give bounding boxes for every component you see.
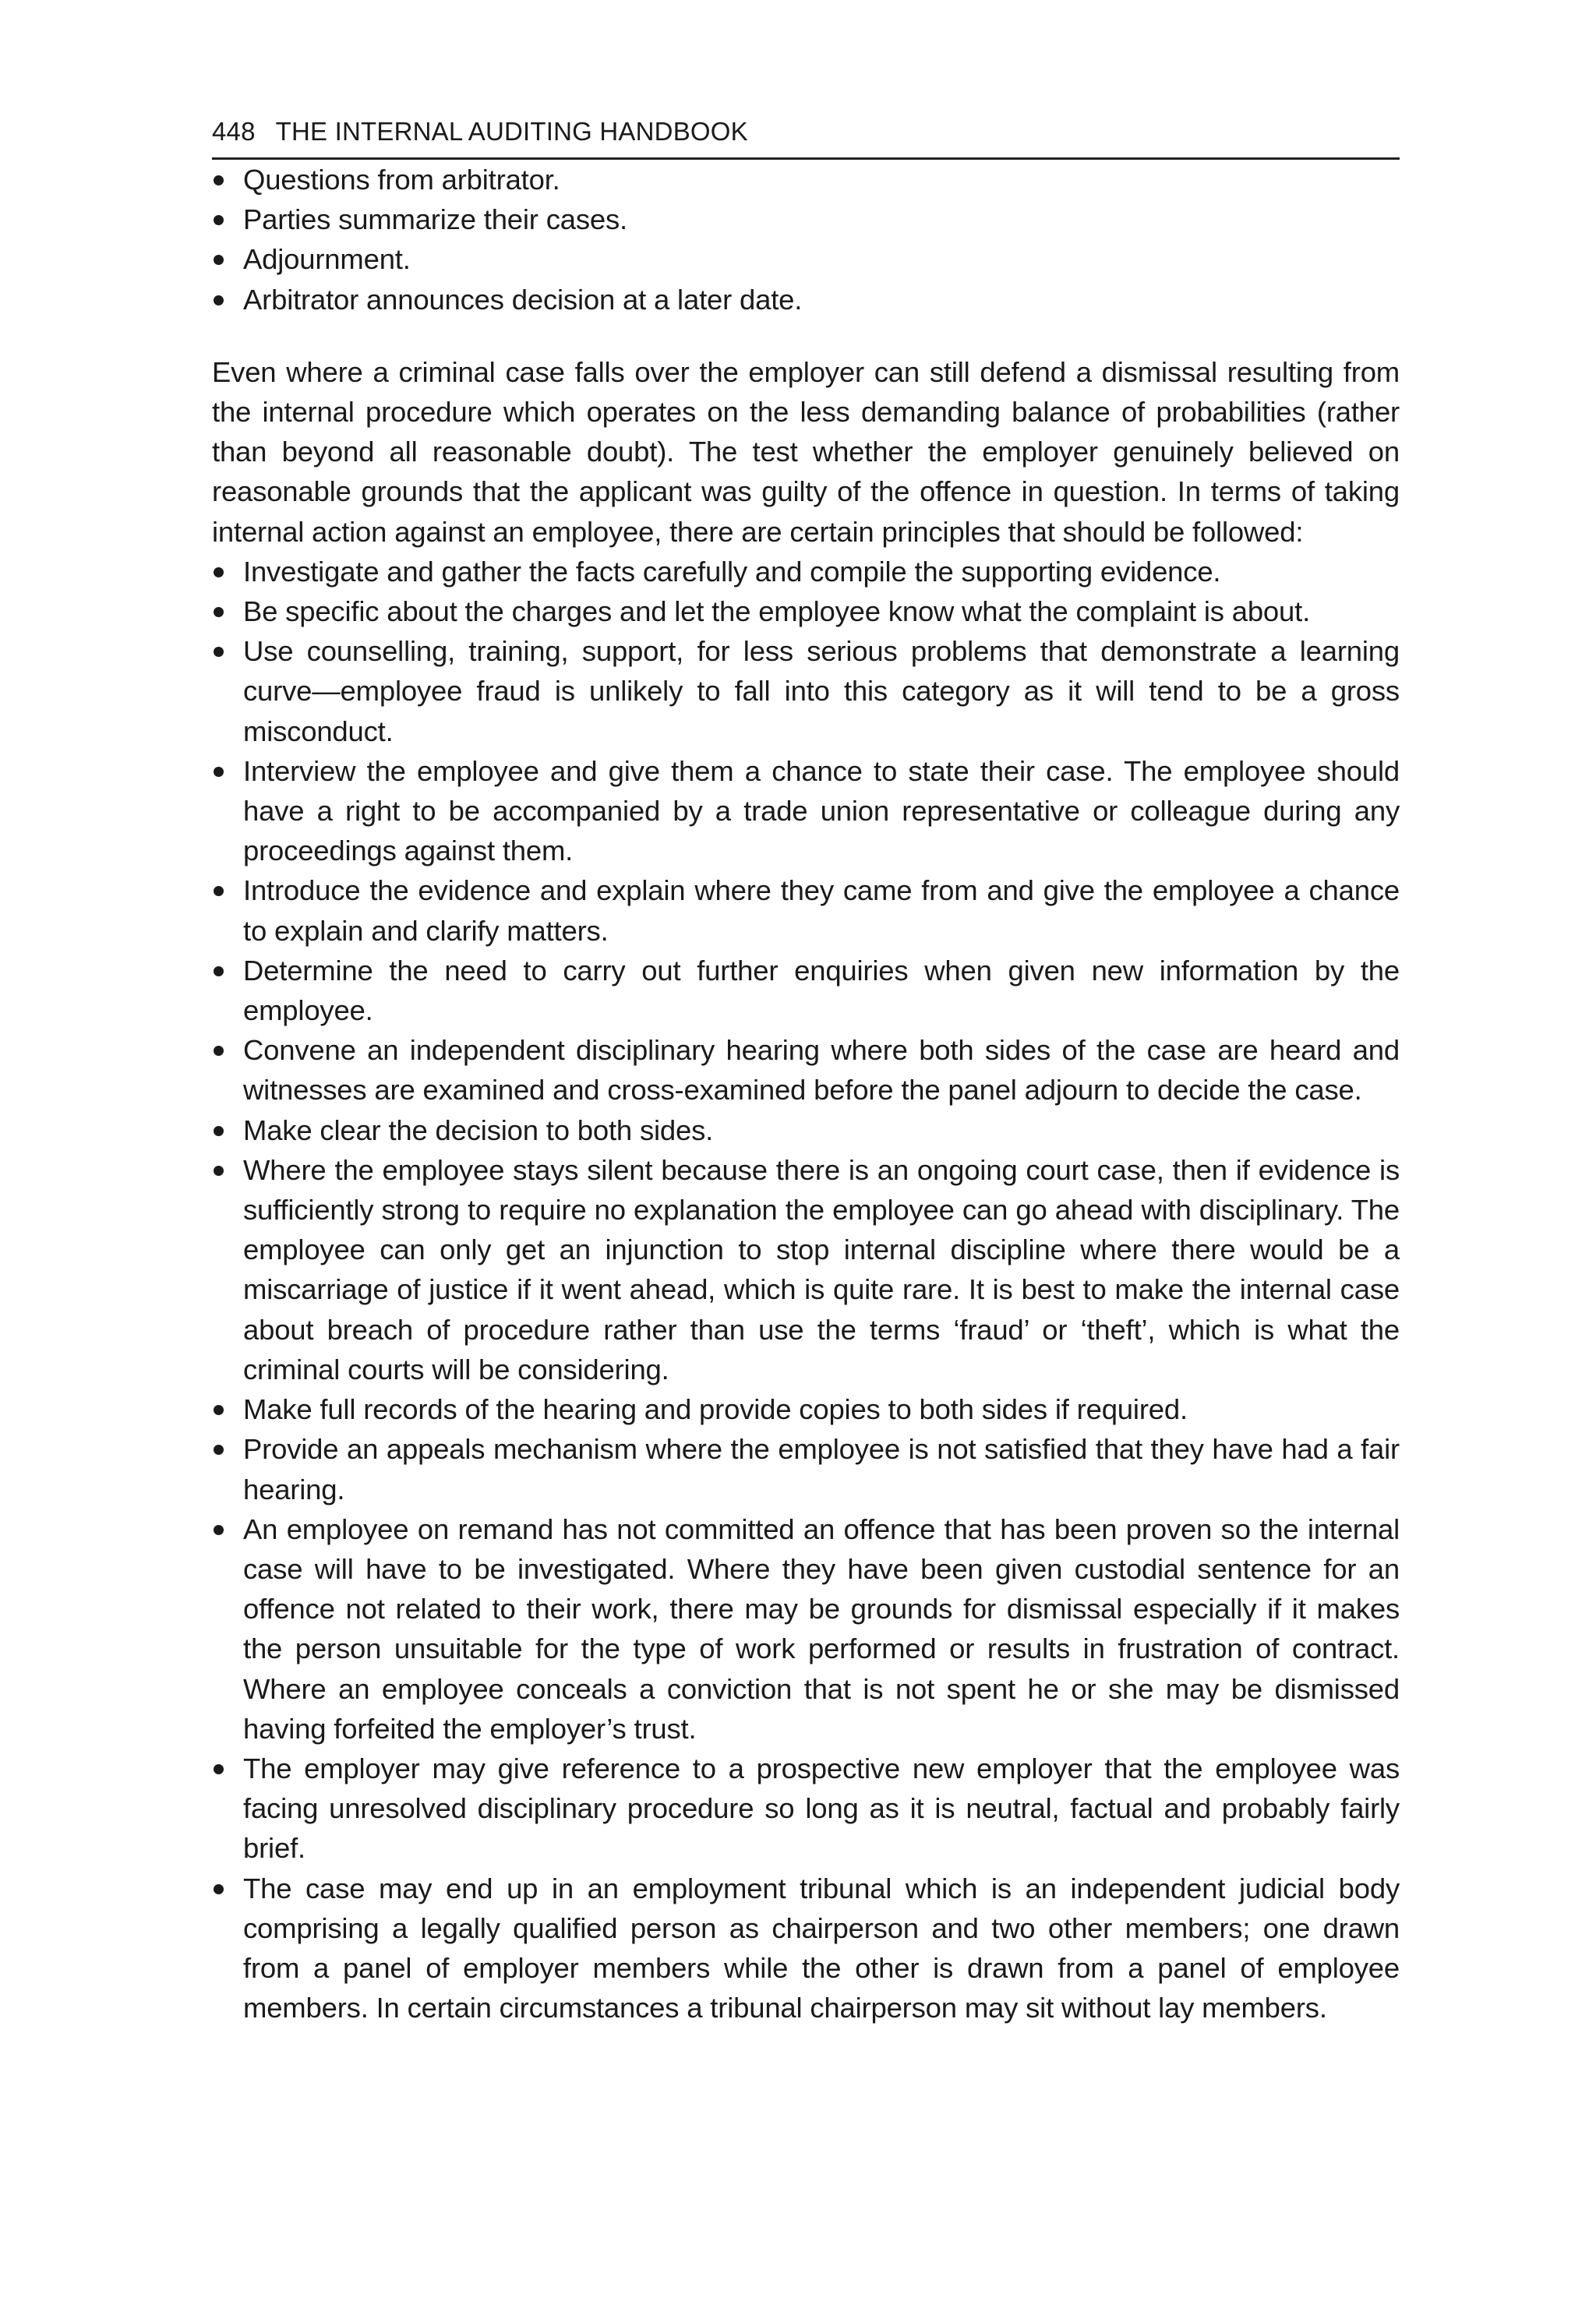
list-item: Make full records of the hearing and provide copies to both sides if required. (212, 1389, 1400, 1429)
principles-list (212, 552, 1400, 2028)
page-number: 448 (212, 117, 256, 146)
hearing-steps-list (212, 160, 1400, 319)
list-item: Investigate and gather the facts carefully and compile the supporting evidence. (212, 552, 1400, 591)
bullet-icon (214, 175, 224, 185)
list-item: Adjournment. (212, 239, 1400, 279)
bullet-icon (214, 607, 224, 617)
bullet-icon (214, 567, 224, 577)
list-item: Parties summarize their cases. (212, 199, 1400, 239)
list-item: Make clear the decision to both sides. (212, 1110, 1400, 1150)
list-item: Arbitrator announces decision at a later date. (212, 280, 1400, 319)
bullet-icon (214, 1764, 224, 1774)
bullet-icon (214, 255, 224, 265)
list-item: Provide an appeals mechanism where the employee is not satisfied that they have had a fair hearing. (212, 1429, 1400, 1509)
bullet-icon (214, 767, 224, 777)
list-item: Interview the employee and give them a chance to state their case. The employee should have a right to be accompanied by a trade union representative or colleague during any proceedings against them. (212, 751, 1400, 871)
list-item: Be specific about the charges and let the employee know what the complaint is about. (212, 591, 1400, 631)
list-item: An employee on remand has not committed an offence that has been proven so the internal case will have to be investigated. Where they have been given custodial sentence for an offence not related to their work, there may be grounds for dismissal especially if it makes the person unsuitable for the type of work performed or results in frustration of contract. Where an employee conceals a conviction that is not spent he or she may be dismissed having forfeited the employer’s trust. (212, 1509, 1400, 1749)
list-item: Questions from arbitrator. (212, 160, 1400, 199)
bullet-icon (214, 1166, 224, 1176)
bullet-icon (214, 1445, 224, 1455)
list-item: The case may end up in an employment tribunal which is an independent judicial body comprising a legally qualified person as chairperson and two other members; one drawn from a panel of employer members while the other is drawn from a panel of employee members. In certain circumstances a tribunal chairperson may sit without lay members. (212, 1869, 1400, 2028)
bullet-icon (214, 1525, 224, 1535)
bullet-icon (214, 1405, 224, 1415)
bullet-icon (214, 1046, 224, 1056)
bullet-icon (214, 215, 224, 225)
page-body (212, 117, 1400, 2028)
list-item: Use counselling, training, support, for less serious problems that demonstrate a learning curve—employee fraud is unlikely to fall into this category as it will tend to be a gross misconduct. (212, 631, 1400, 751)
list-item: The employer may give reference to a prospective new employer that the employee was facing unresolved disciplinary procedure so long as it is neutral, factual and probably fairly brief. (212, 1749, 1400, 1869)
bullet-icon (214, 1884, 224, 1894)
list-item: Convene an independent disciplinary hearing where both sides of the case are heard and witnesses are examined and cross-examined before the panel adjourn to decide the case. (212, 1030, 1400, 1110)
book-title: THE INTERNAL AUDITING HANDBOOK (275, 117, 748, 146)
bullet-icon (214, 647, 224, 657)
list-item: Determine the need to carry out further enquiries when given new information by the employee. (212, 951, 1400, 1030)
bullet-icon (214, 1126, 224, 1136)
body-paragraph: Even where a criminal case falls over the employer can still defend a dismissal resulting from the internal procedure which operates on the less demanding balance of probabilities (rather than beyond all reasonable doubt). The test whether the employer genuinely believed on reasonable grounds that the applicant was guilty of the offence in question. In terms of taking internal action against an employee, there are certain principles that should be followed: (212, 355, 1400, 548)
bullet-icon (214, 886, 224, 896)
running-header (212, 117, 1400, 160)
bullet-icon (214, 295, 224, 305)
list-item: Where the employee stays silent because there is an ongoing court case, then if evidence is sufficiently strong to require no explanation the employee can go ahead with disciplinary. The employee can only get an injunction to stop internal discipline where there would be a miscarriage of justice if it went ahead, which is quite rare. It is best to make the internal case about breach of procedure rather than use the terms ‘fraud’ or ‘theft’, which is what the criminal courts will be considering. (212, 1150, 1400, 1389)
bullet-icon (214, 966, 224, 976)
list-item: Introduce the evidence and explain where they came from and give the employee a chance to explain and clarify matters. (212, 870, 1400, 950)
